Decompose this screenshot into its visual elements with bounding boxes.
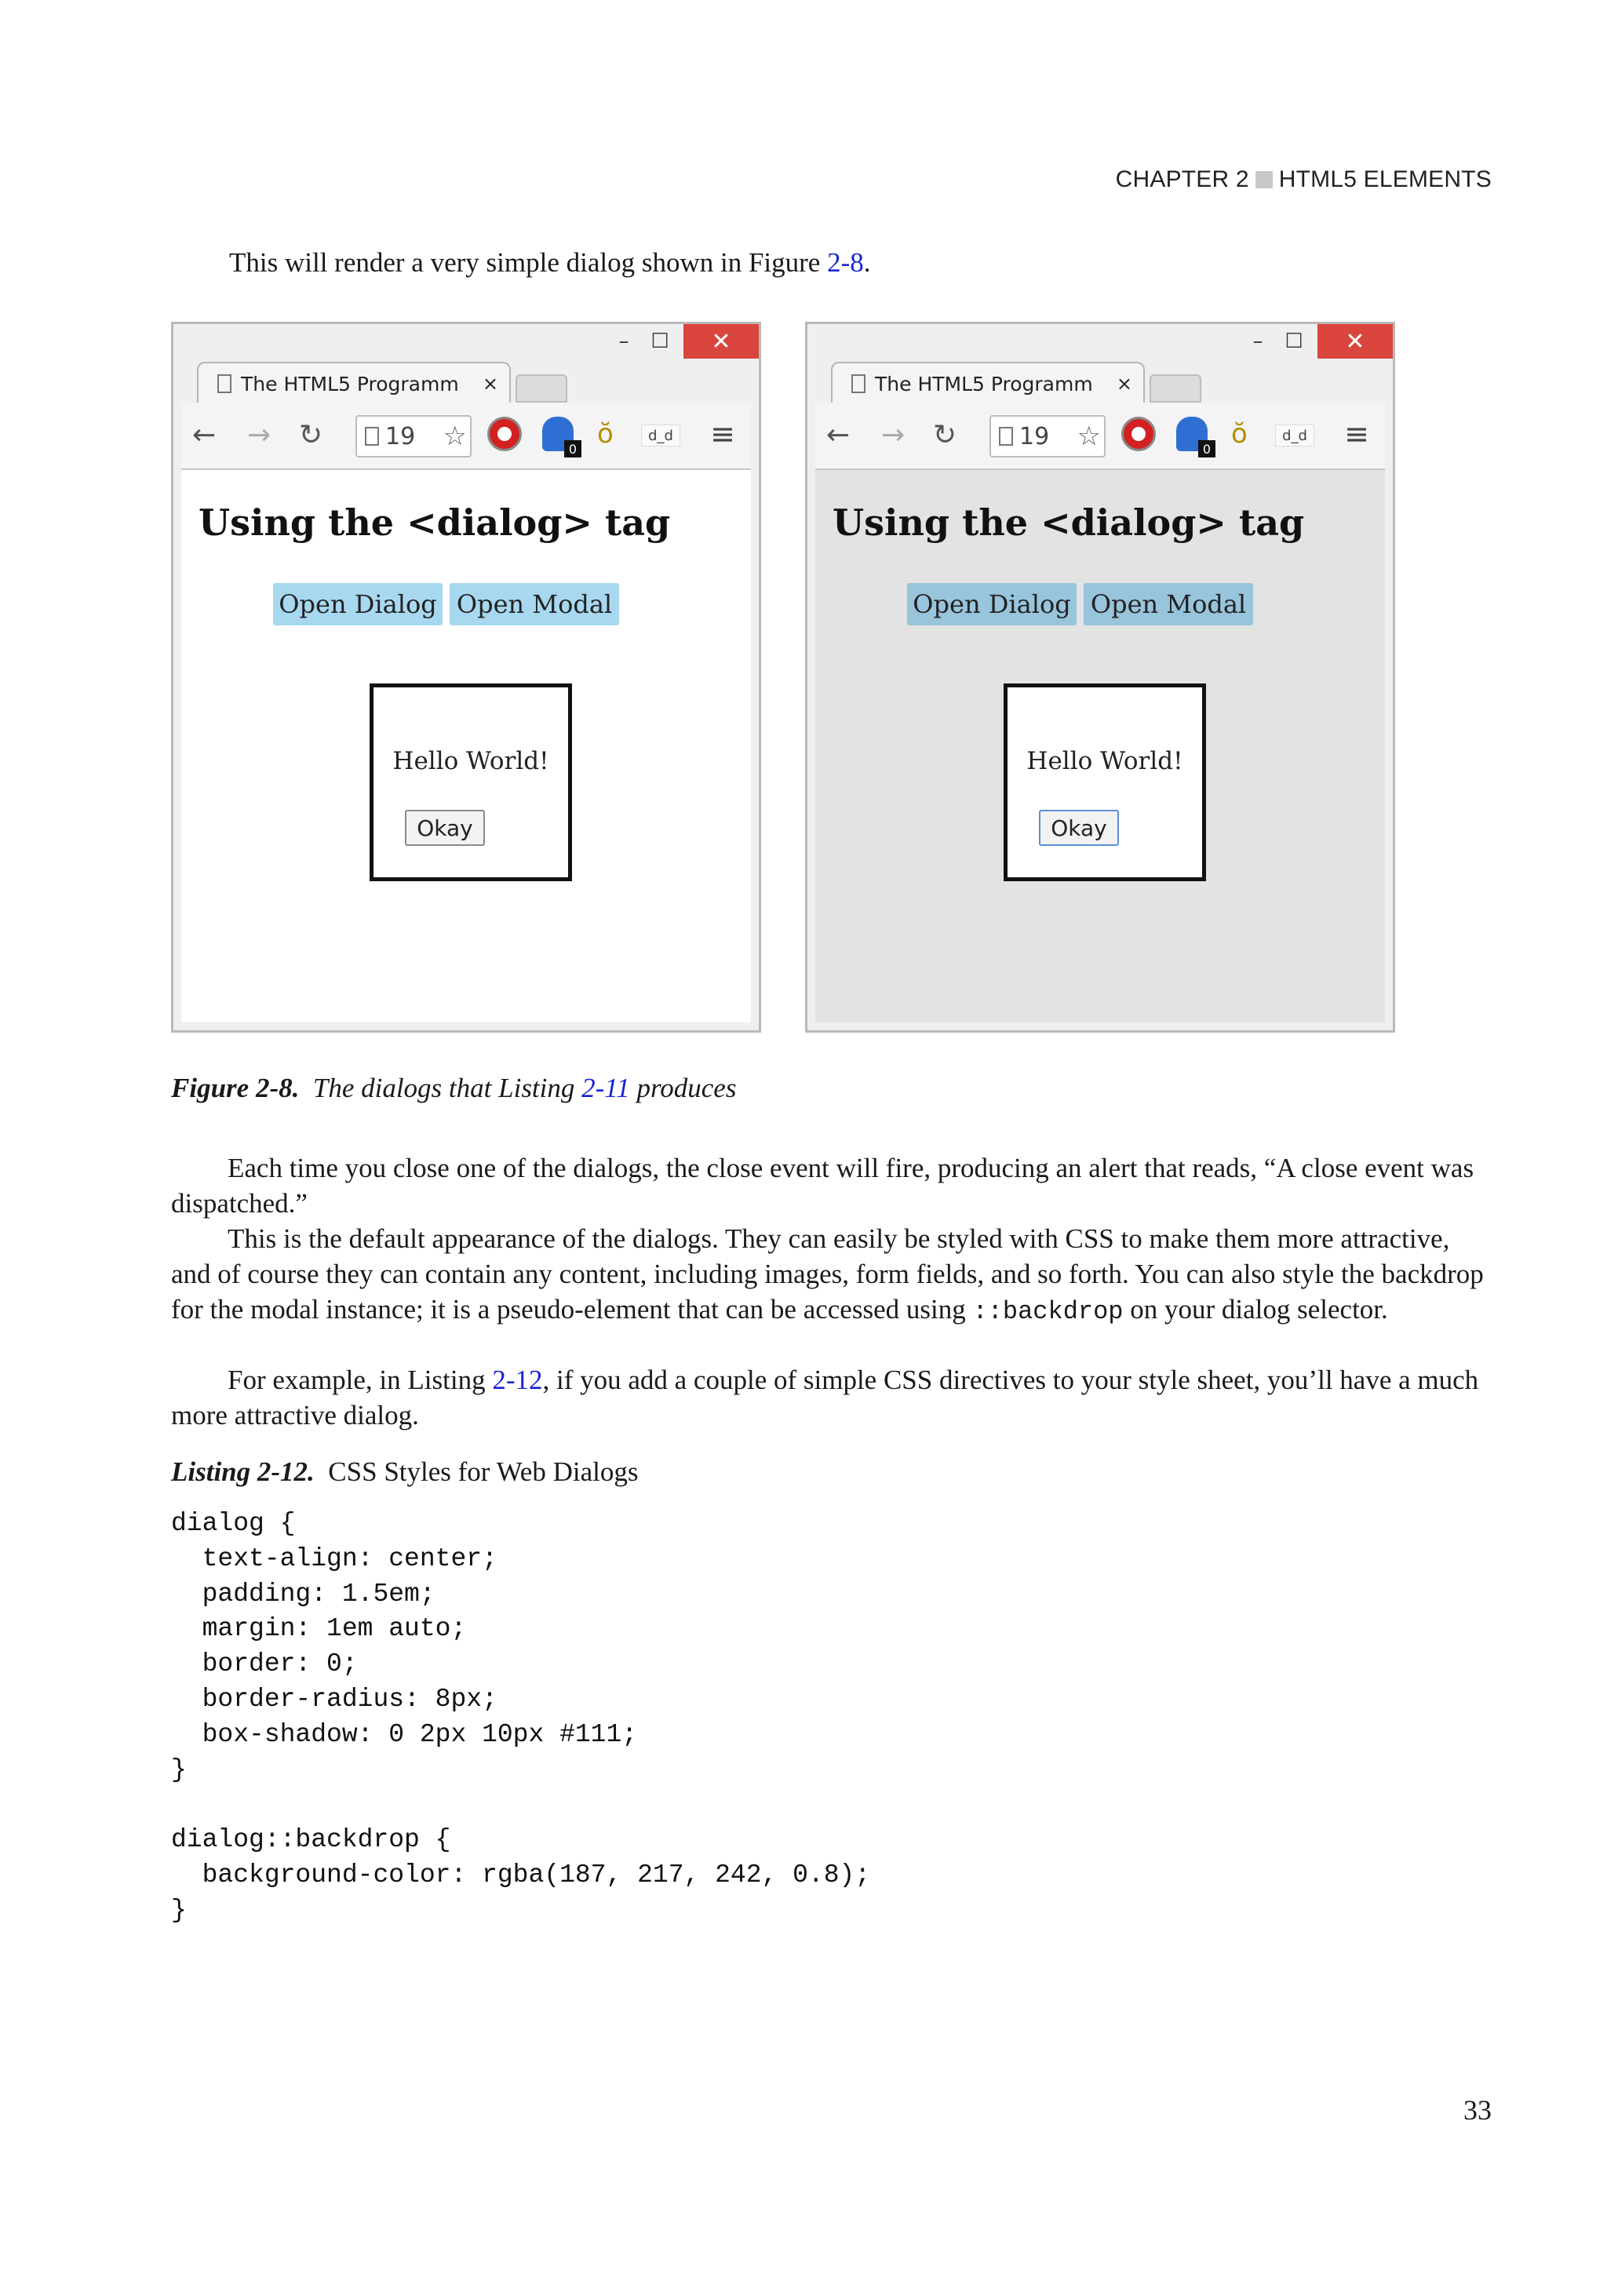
figure-label: Figure 2-8. (171, 1073, 300, 1103)
ghostery-extension-icon[interactable] (542, 417, 578, 457)
body-paragraph-1: Each time you close one of the dialogs, the close event will fire, producing an alert that reads, “A close event was dispatched.” (171, 1153, 1474, 1219)
tab-close-icon[interactable]: × (482, 373, 498, 395)
listing-title: CSS Styles for Web Dialogs (328, 1456, 639, 1487)
reload-icon[interactable]: ↻ (299, 419, 323, 451)
reload-icon[interactable]: ↻ (933, 419, 957, 451)
listing-label: Listing 2-12. (171, 1456, 315, 1487)
address-text: 19 (1019, 422, 1050, 450)
dialog-box (370, 683, 572, 881)
dialog-message: Hello World! (392, 747, 549, 775)
tab-title: The HTML5 Programm (241, 372, 459, 395)
intro-paragraph (229, 245, 871, 280)
bookmark-star-icon[interactable]: ☆ (443, 421, 467, 452)
page-heading: Using the <dialog> tag (199, 501, 671, 544)
chapter-label: CHAPTER 2 (1115, 166, 1249, 192)
extension-face-icon[interactable]: d_d (1275, 425, 1314, 446)
back-icon[interactable]: ← (826, 419, 851, 451)
p3-text-end: , if you add a couple of simple CSS directives to your style sheet, you’ll have a much more attractive dialog. (171, 1365, 1479, 1430)
running-header (1116, 166, 1492, 193)
modal-dialog-box (1004, 683, 1206, 881)
menu-icon[interactable]: ≡ (1344, 417, 1369, 451)
browser-screenshot-modal (805, 322, 1395, 1033)
page-number: 33 (1463, 2094, 1492, 2126)
page-icon (217, 374, 231, 393)
new-tab-button[interactable] (516, 374, 567, 403)
dialog-message: Hello World! (1026, 747, 1183, 775)
adblock-extension-icon[interactable] (487, 417, 522, 451)
extension-o-icon[interactable]: ŏ (1231, 418, 1248, 450)
minimize-icon[interactable]: – (618, 330, 629, 353)
browser-screenshot-dialog (171, 322, 761, 1033)
page-icon (851, 374, 865, 393)
page-content (181, 470, 751, 1022)
extension-badge: 0 (564, 440, 581, 457)
p2-text: This is the default appearance of the dialogs. They can easily be styled with CSS to make them more attractive, and of course they can contain any content, including images, form fields, and so forth. You can also style the backdrop for the modal instance; it is a pseudo-element that can be accessed using (171, 1223, 1484, 1325)
caption-text: The dialogs that Listing (312, 1073, 582, 1103)
section-label: HTML5 ELEMENTS (1278, 166, 1492, 192)
okay-button[interactable]: Okay (1039, 810, 1119, 846)
adblock-extension-icon[interactable] (1121, 417, 1156, 451)
back-icon[interactable]: ← (192, 419, 217, 451)
tab-close-icon[interactable]: × (1116, 373, 1132, 395)
open-dialog-button[interactable]: Open Dialog (273, 583, 443, 625)
forward-icon[interactable]: → (881, 419, 906, 451)
listing-caption (171, 1456, 638, 1488)
forward-icon[interactable]: → (247, 419, 271, 451)
tab-title: The HTML5 Programm (875, 372, 1093, 395)
maximize-icon[interactable]: ☐ (650, 330, 669, 353)
body-paragraph-3 (171, 1362, 1492, 1433)
extension-o-icon[interactable]: ŏ (597, 418, 614, 450)
p3-text: For example, in Listing (228, 1365, 493, 1395)
browser-frame (173, 324, 759, 1030)
minimize-icon[interactable]: – (1252, 330, 1263, 353)
window-close-button[interactable]: ✕ (683, 324, 759, 359)
window-close-button[interactable]: ✕ (1317, 324, 1393, 359)
listing-2-12-link[interactable]: 2-12 (492, 1365, 543, 1395)
code-listing: dialog { text-align: center; padding: 1.5em; margin: 1em auto; border: 0; border-radius: 8px; box-shadow: 0 2px 10px #111; } dialog::backdrop { background-color: rgba(187, 217, 242, 0.8); } (171, 1509, 871, 1925)
page-content-modal-backdrop (815, 470, 1385, 1022)
address-bar[interactable] (355, 415, 472, 457)
header-square-icon (1255, 171, 1273, 188)
browser-toolbar (181, 403, 751, 470)
page-icon (365, 427, 379, 446)
intro-end: . (863, 247, 871, 278)
browser-tab[interactable] (831, 362, 1145, 404)
browser-frame (807, 324, 1393, 1030)
new-tab-button[interactable] (1150, 374, 1201, 403)
body-paragraph-2 (171, 1221, 1492, 1329)
figure-ref-link[interactable]: 2-8 (827, 247, 864, 278)
okay-button[interactable]: Okay (405, 810, 485, 846)
figure-caption (171, 1073, 736, 1104)
page-heading: Using the <dialog> tag (833, 501, 1305, 544)
extension-face-icon[interactable]: d_d (641, 425, 680, 446)
address-bar[interactable] (989, 415, 1106, 457)
open-modal-button[interactable]: Open Modal (450, 583, 619, 625)
open-dialog-button[interactable]: Open Dialog (907, 583, 1077, 625)
backdrop-code: ::backdrop (972, 1297, 1124, 1326)
page-icon (999, 427, 1013, 446)
browser-tab[interactable] (197, 362, 511, 404)
address-text: 19 (385, 422, 416, 450)
ghostery-extension-icon[interactable] (1176, 417, 1212, 457)
intro-text: This will render a very simple dialog shown in Figure (229, 247, 828, 278)
bookmark-star-icon[interactable]: ☆ (1077, 421, 1101, 452)
p2-text-end: on your dialog selector. (1123, 1294, 1388, 1325)
menu-icon[interactable]: ≡ (710, 417, 735, 451)
open-modal-button[interactable]: Open Modal (1084, 583, 1253, 625)
listing-ref-link[interactable]: 2-11 (581, 1073, 630, 1103)
maximize-icon[interactable]: ☐ (1285, 330, 1303, 353)
caption-text-end: produces (629, 1073, 737, 1103)
extension-badge: 0 (1198, 440, 1215, 457)
browser-toolbar (815, 403, 1385, 470)
